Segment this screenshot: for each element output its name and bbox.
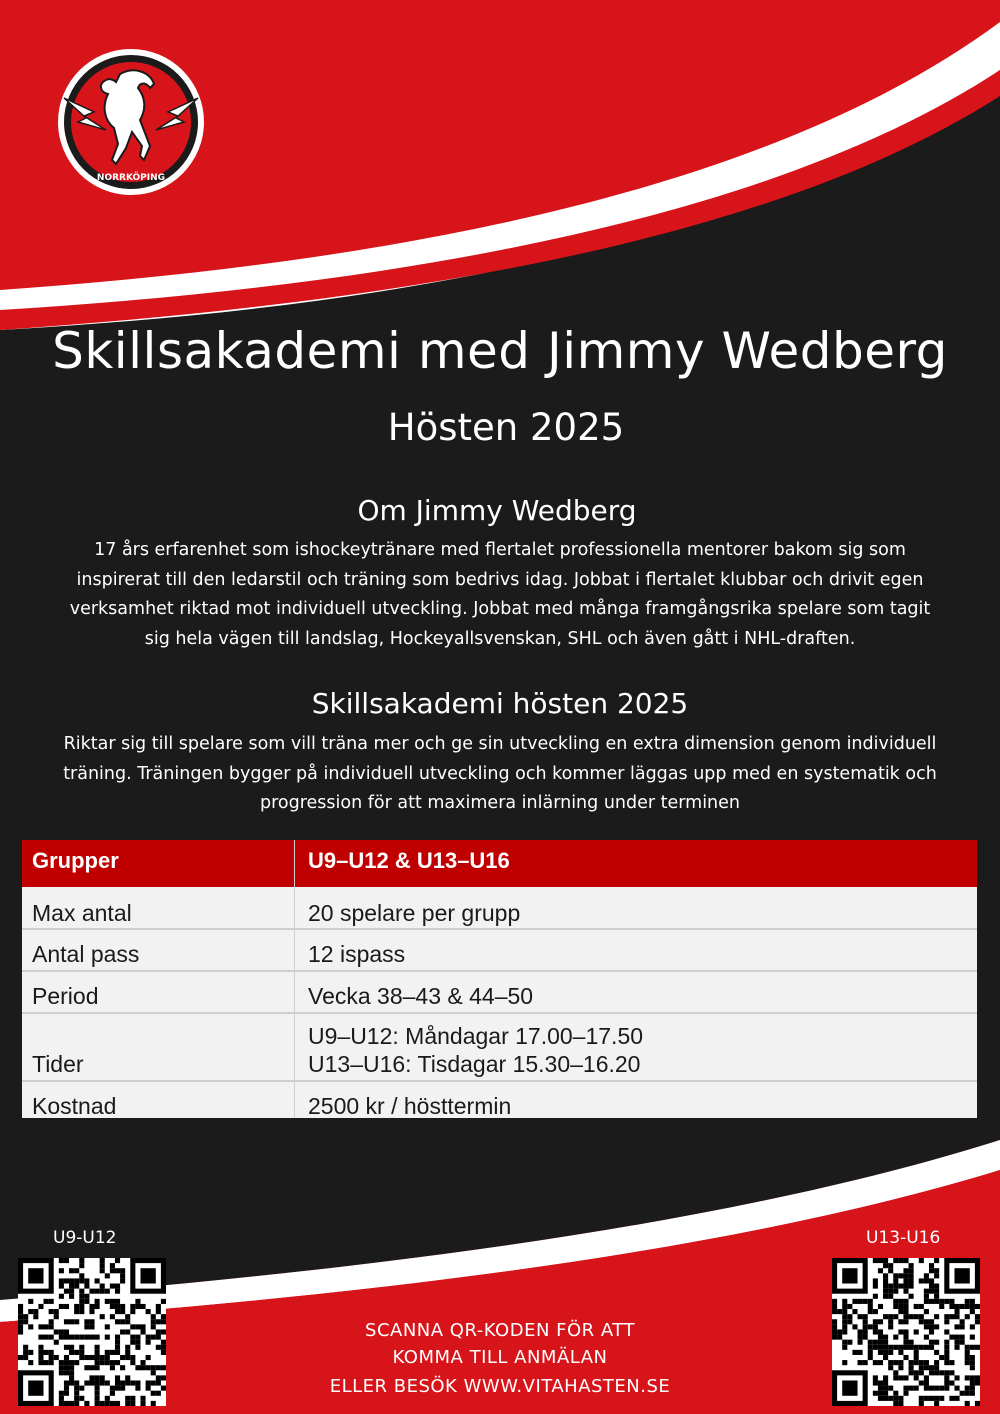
table-header-label: Grupper [32, 848, 119, 873]
table-divider [22, 928, 977, 930]
academy-heading: Skillsakademi hösten 2025 [311, 687, 689, 720]
footer-line-1: SCANNA QR-KODEN FÖR ATT [365, 1320, 635, 1341]
academy-paragraph: Riktar sig till spelare som vill träna mer och ge sin utveckling en extra dimension genom individuell träning. Träningen bygger på individuell utveckling och kommer läggas upp med en systematik och progression för att maximera inlärning under terminen [63, 734, 937, 813]
table-column-divider [294, 840, 295, 1118]
table-row-value-pass: 12 ispass [308, 941, 406, 967]
table-divider [22, 1080, 977, 1082]
page-title: Skillsakademi med Jimmy Wedberg [52, 322, 948, 380]
table-row-label-period: Period [32, 983, 99, 1009]
table-row-label-pass: Antal pass [32, 941, 140, 967]
table-header-value: U9–U12 & U13–U16 [308, 848, 510, 873]
about-paragraph: 17 års erfarenhet som ishockeytränare med flertalet professionella mentorer bakom sig som inspirerat till den ledarstil och träning som bedrivs idag. Jobbat i flertalet klubbar och drivit egen verksamhet riktad mot individuell utveckling. Jobbat med många framgångsrika spelare som tagit sig hela vägen till landslag, Hockeyallsvenskan, SHL och även gått i NHL-draften. [69, 540, 931, 649]
table-row-value-max: 20 spelare per grupp [308, 900, 521, 926]
table-row-value-tider-2: U13–U16: Tisdagar 15.30–16.20 [308, 1051, 641, 1077]
page-subtitle: Hösten 2025 [387, 406, 625, 449]
table-row-value-tider-1: U9–U12: Måndagar 17.00–17.50 [308, 1023, 644, 1049]
footer-website[interactable]: ELLER BESÖK WWW.VITAHASTEN.SE [329, 1376, 671, 1397]
footer-line-2: KOMMA TILL ANMÄLAN [392, 1347, 608, 1368]
table-divider [22, 970, 977, 972]
info-table [22, 840, 977, 1118]
table-row-value-kostnad: 2500 kr / hösttermin [308, 1093, 512, 1118]
table-row-label-max: Max antal [32, 900, 132, 926]
svg-text:NORRKÖPING: NORRKÖPING [96, 173, 166, 183]
table-divider [22, 1012, 977, 1014]
table-header-row [22, 840, 977, 887]
about-heading: Om Jimmy Wedberg [357, 494, 637, 527]
table-row-label-tider: Tider [32, 1051, 84, 1077]
club-logo [54, 48, 208, 196]
qr-label-left: U9-U12 [53, 1228, 117, 1248]
table-row-value-period: Vecka 38–43 & 44–50 [308, 983, 534, 1009]
qr-label-right: U13-U16 [866, 1228, 941, 1248]
table-row-label-kostnad: Kostnad [32, 1093, 117, 1118]
